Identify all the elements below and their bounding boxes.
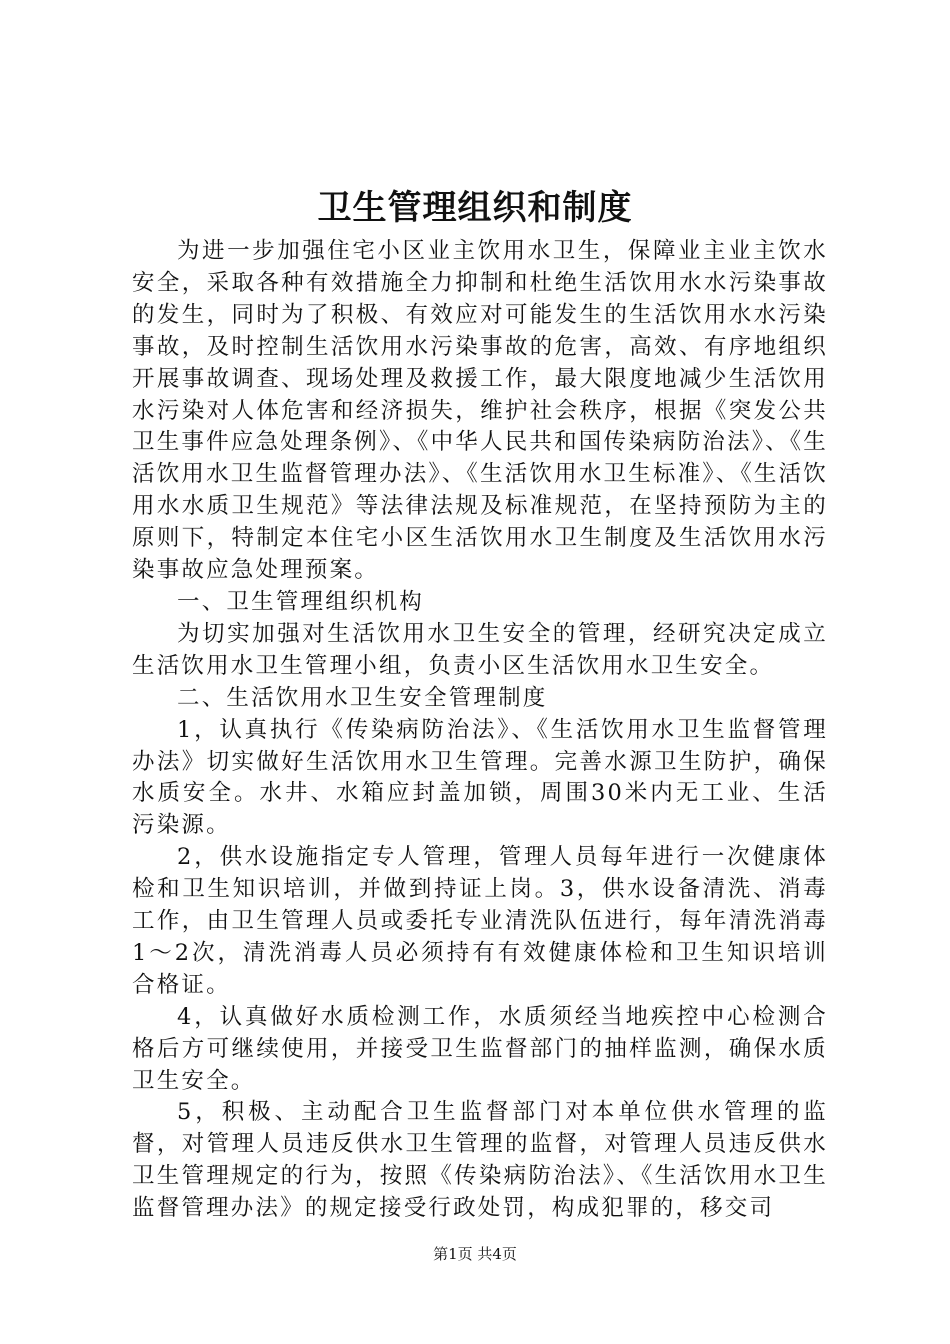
document-body bbox=[132, 236, 828, 1225]
rule-item-4: 4，认真做好水质检测工作，水质须经当地疾控中心检测合格后方可继续使用，并接受卫生监督部门的抽样监测，确保水质卫生安全。 bbox=[132, 1003, 828, 1094]
section-heading-rules: 二、生活饮用水卫生安全管理制度 bbox=[177, 684, 548, 711]
organization-paragraph: 为切实加强对生活饮用水卫生安全的管理，经研究决定成立生活饮用水卫生管理小组，负责小区生活饮用水卫生安全。 bbox=[132, 620, 828, 679]
page-title: 卫生管理组织和制度 bbox=[317, 188, 633, 228]
page-footer: 第1页 共4页 bbox=[433, 1245, 517, 1263]
intro-paragraph: 为进一步加强住宅小区业主饮用水卫生，保障业主业主饮水安全，采取各种有效措施全力抑制和杜绝生活饮用水水污染事故的发生，同时为了积极、有效应对可能发生的生活饮用水水污染事故，及时控制生活饮用水污染事故的危害，高效、有序地组织开展事故调查、现场处理及救援工作，最大限度地减少生活饮用水污染对人体危害和经济损失，维护社会秩序，根据《突发公共卫生事件应急处理条例》、《中华人民共和国传染病防治法》、《生活饮用水卫生监督管理办法》、《生活饮用水卫生标准》、《生活饮用水水质卫生规范》等法律法规及标准规范，在坚持预防为主的原则下，特制定本住宅小区生活饮用水卫生制度及生活饮用水污染事故应急处理预案。 bbox=[132, 238, 829, 584]
section-heading-organization: 一、卫生管理组织机构 bbox=[177, 588, 425, 615]
rule-item-1: 1，认真执行《传染病防治法》、《生活饮用水卫生监督管理办法》切实做好生活饮用水卫生管理。完善水源卫生防护，确保水质安全。水井、水箱应封盖加锁，周围30米内无工业、生活污染源。 bbox=[132, 716, 828, 839]
rule-item-5: 5，积极、主动配合卫生监督部门对本单位供水管理的监督，对管理人员违反供水卫生管理的监督，对管理人员违反供水卫生管理规定的行为，按照《传染病防治法》、《生活饮用水卫生监督管理办法》的规定接受行政处罚，构成犯罪的，移交司 bbox=[132, 1099, 828, 1222]
rule-item-2-3: 2，供水设施指定专人管理，管理人员每年进行一次健康体检和卫生知识培训，并做到持证上岗。3，供水设备清洗、消毒工作，由卫生管理人员或委托专业清洗队伍进行，每年清洗消毒1～2次，清洗消毒人员必须持有有效健康体检和卫生知识培训合格证。 bbox=[132, 844, 828, 998]
